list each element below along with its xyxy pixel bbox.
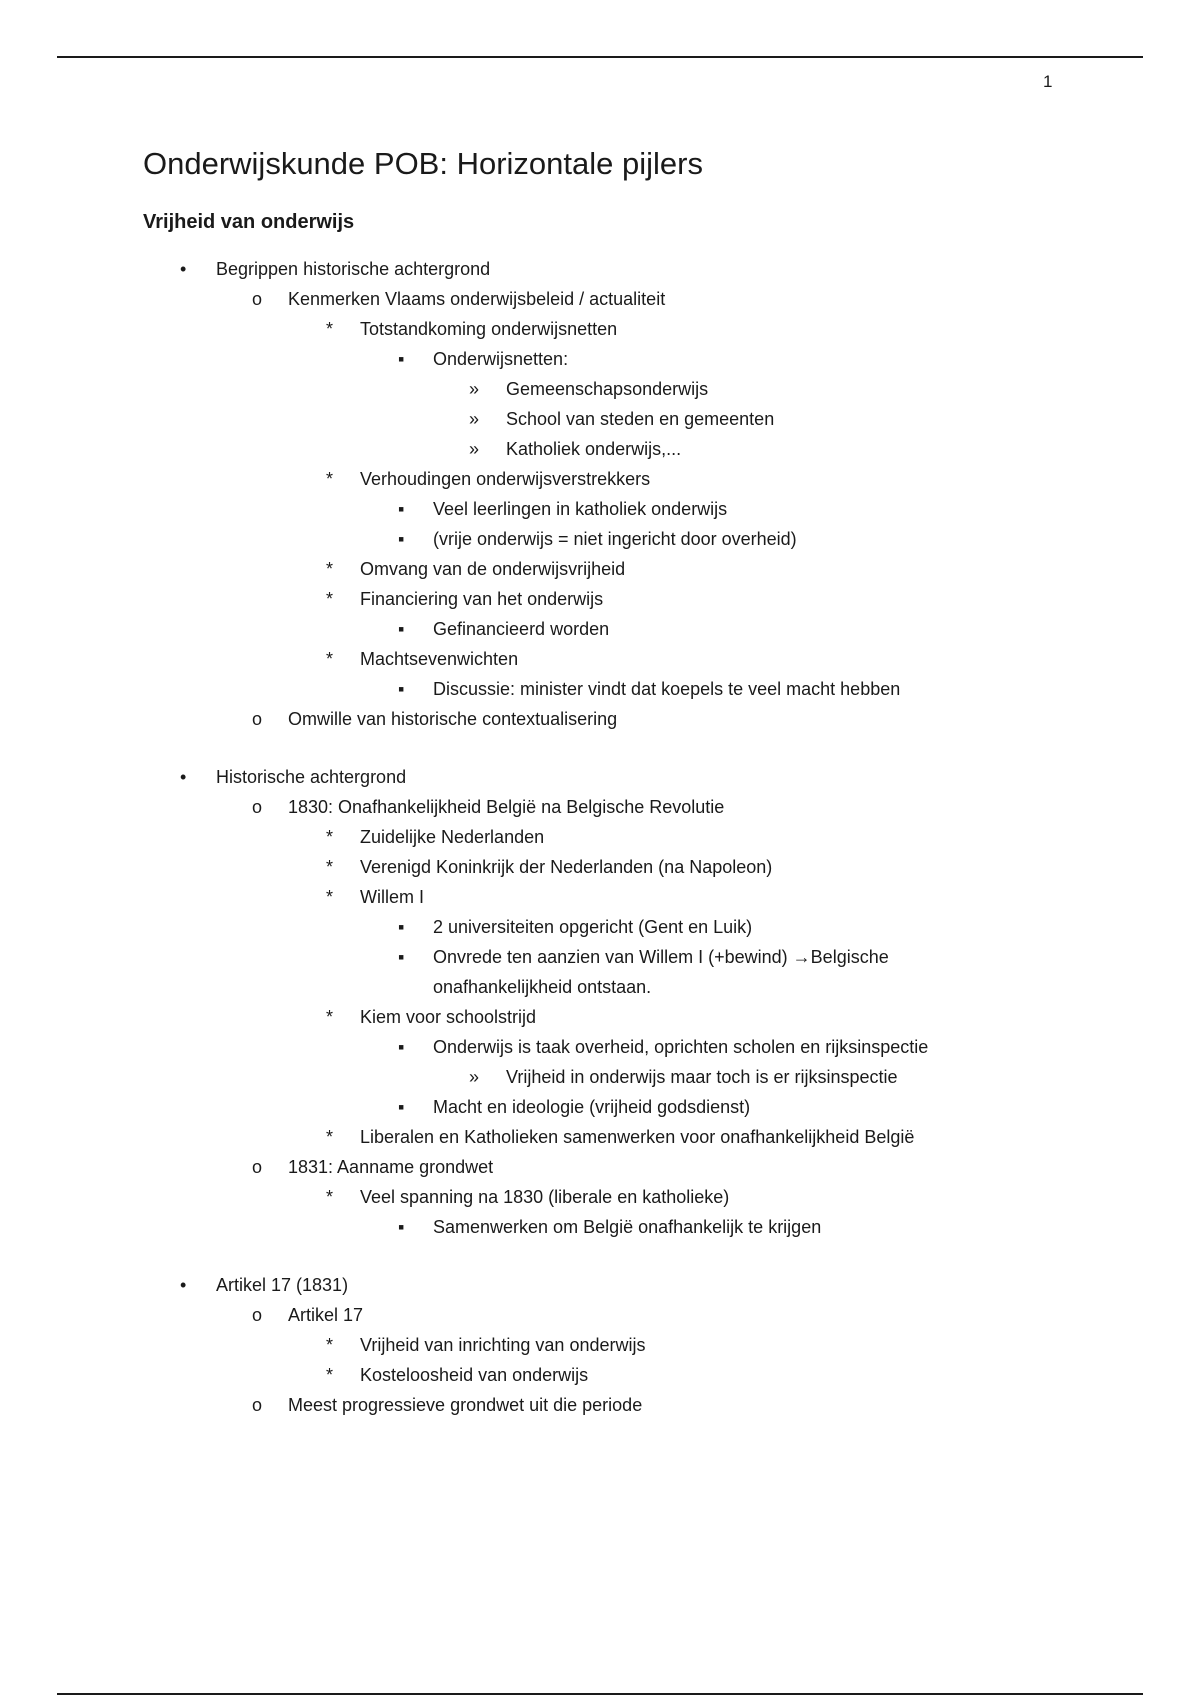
bullet-marker-icon: •: [180, 259, 187, 279]
bullet-marker-icon: *: [326, 649, 334, 669]
outline-item-text: Vrijheid in onderwijs maar toch is er rijksinspectie: [506, 1067, 898, 1087]
bullet-marker-icon: o: [252, 1395, 263, 1415]
outline-item-text: Onvrede ten aanzien van Willem I (+bewind) →Belgische onafhankelijkheid ontstaan.: [433, 947, 889, 997]
outline-item-text: Katholiek onderwijs,...: [506, 439, 682, 459]
bullet-marker-icon: ▪: [398, 679, 405, 699]
outline-item-text: Veel spanning na 1830 (liberale en katholieke): [360, 1187, 730, 1207]
bullet-marker-icon: *: [326, 887, 334, 907]
outline-item-text: Begrippen historische achtergrond: [216, 259, 491, 279]
outline-item-level-1: [0, 762, 1200, 792]
outline-item-level-3: [0, 1330, 1200, 1360]
bullet-marker-icon: ▪: [398, 499, 405, 519]
outline-item-level-5: [0, 374, 1200, 404]
outline-item-text: Zuidelijke Nederlanden: [360, 827, 545, 847]
outline-item-text: Liberalen en Katholieken samenwerken voor onafhankelijkheid België: [360, 1127, 915, 1147]
outline-item-level-3: [0, 822, 1200, 852]
outline-item-text: 1831: Aanname grondwet: [288, 1157, 494, 1177]
outline-item-level-4: [0, 942, 1200, 1002]
outline-item-level-3: [0, 464, 1200, 494]
outline-item-text: Vrijheid van inrichting van onderwijs: [360, 1335, 646, 1355]
outline-item-text: 1830: Onafhankelijkheid België na Belgische Revolutie: [288, 797, 725, 817]
bullet-marker-icon: »: [469, 379, 480, 399]
outline-item-text: Machtsevenwichten: [360, 649, 519, 669]
outline-item-text: Willem I: [360, 887, 424, 907]
bullet-marker-icon: *: [326, 559, 334, 579]
outline-item-text: Omvang van de onderwijsvrijheid: [360, 559, 626, 579]
outline-item-level-3: [0, 1182, 1200, 1212]
outline-item-level-3: [0, 554, 1200, 584]
bullet-marker-icon: ▪: [398, 917, 405, 937]
outline-item-text: Verhoudingen onderwijsverstrekkers: [360, 469, 651, 489]
bullet-marker-icon: o: [252, 289, 263, 309]
outline-item-level-4: [0, 1032, 1200, 1062]
outline-item-text: Omwille van historische contextualisering: [288, 709, 618, 729]
outline-list: [0, 254, 1200, 1420]
outline-item-level-3: [0, 852, 1200, 882]
outline-item-text: Financiering van het onderwijs: [360, 589, 604, 609]
page-title: Onderwijskunde POB: Horizontale pijlers: [143, 146, 703, 181]
bullet-marker-icon: »: [469, 1067, 480, 1087]
outline-item-level-3: [0, 584, 1200, 614]
bullet-marker-icon: *: [326, 1007, 334, 1027]
outline-item-level-2: [0, 704, 1200, 734]
outline-item-level-5: [0, 404, 1200, 434]
outline-item-text: Historische achtergrond: [216, 767, 407, 787]
section-heading: Vrijheid van onderwijs: [143, 211, 355, 233]
outline-item-text: Kenmerken Vlaams onderwijsbeleid / actualiteit: [288, 289, 666, 309]
bullet-marker-icon: *: [326, 589, 334, 609]
outline-item-text: 2 universiteiten opgericht (Gent en Luik): [433, 917, 753, 937]
outline-item-text: Kiem voor schoolstrijd: [360, 1007, 537, 1027]
outline-item-level-2: [0, 284, 1200, 314]
bullet-marker-icon: o: [252, 1305, 263, 1325]
bullet-marker-icon: *: [326, 1365, 334, 1385]
outline-item-level-1: [0, 254, 1200, 284]
outline-item-text: Discussie: minister vindt dat koepels te veel macht hebben: [433, 679, 901, 699]
bullet-marker-icon: *: [326, 827, 334, 847]
bullet-marker-icon: *: [326, 1187, 334, 1207]
bullet-marker-icon: *: [326, 469, 334, 489]
outline-item-text: Meest progressieve grondwet uit die periode: [288, 1395, 643, 1415]
bullet-marker-icon: ▪: [398, 1037, 405, 1057]
outline-item-level-2: [0, 1300, 1200, 1330]
page-number: 1: [1043, 72, 1053, 91]
outline-item-text: Verenigd Koninkrijk der Nederlanden (na Napoleon): [360, 857, 773, 877]
outline-item-text: Samenwerken om België onafhankelijk te krijgen: [433, 1217, 822, 1237]
outline-item-level-4: [0, 614, 1200, 644]
bullet-marker-icon: o: [252, 797, 263, 817]
bullet-marker-icon: ▪: [398, 1097, 405, 1117]
outline-item-level-3: [0, 1002, 1200, 1032]
footer-rule: [57, 1693, 1143, 1695]
outline-item-level-4: [0, 1212, 1200, 1242]
outline-item-level-2: [0, 792, 1200, 822]
outline-item-text: Artikel 17 (1831): [216, 1275, 349, 1295]
bullet-marker-icon: ▪: [398, 947, 405, 967]
outline-item-text: Onderwijsnetten:: [433, 349, 569, 369]
outline-item-text: School van steden en gemeenten: [506, 409, 775, 429]
outline-item-level-3: [0, 882, 1200, 912]
bullet-marker-icon: *: [326, 319, 334, 339]
bullet-marker-icon: ▪: [398, 529, 405, 549]
outline-item-text: Totstandkoming onderwijsnetten: [360, 319, 618, 339]
bullet-marker-icon: »: [469, 409, 480, 429]
outline-item-text: Veel leerlingen in katholiek onderwijs: [433, 499, 728, 519]
outline-item-text: Gemeenschapsonderwijs: [506, 379, 709, 399]
bullet-marker-icon: »: [469, 439, 480, 459]
bullet-marker-icon: *: [326, 1335, 334, 1355]
outline-item-level-3: [0, 314, 1200, 344]
outline-item-text: Macht en ideologie (vrijheid godsdienst): [433, 1097, 751, 1117]
bullet-marker-icon: •: [180, 767, 187, 787]
outline-item-level-2: [0, 1390, 1200, 1420]
bullet-marker-icon: ▪: [398, 1217, 405, 1237]
header-rule: [57, 56, 1143, 58]
outline-item-text: Artikel 17: [288, 1305, 364, 1325]
bullet-marker-icon: ▪: [398, 619, 405, 639]
bullet-marker-icon: o: [252, 1157, 263, 1177]
bullet-marker-icon: o: [252, 709, 263, 729]
bullet-marker-icon: •: [180, 1275, 187, 1295]
outline-item-level-3: [0, 644, 1200, 674]
outline-item-level-4: [0, 494, 1200, 524]
outline-item-level-3: [0, 1360, 1200, 1390]
bullet-marker-icon: ▪: [398, 349, 405, 369]
outline-item-level-4: [0, 344, 1200, 374]
outline-item-text: Kosteloosheid van onderwijs: [360, 1365, 589, 1385]
outline-item-level-1: [0, 1270, 1200, 1300]
outline-item-level-4: [0, 912, 1200, 942]
outline-item-level-2: [0, 1152, 1200, 1182]
outline-item-text: Gefinancieerd worden: [433, 619, 610, 639]
outline-item-level-5: [0, 434, 1200, 464]
outline-item-level-4: [0, 524, 1200, 554]
outline-item-text: (vrije onderwijs = niet ingericht door overheid): [433, 529, 797, 549]
outline-item-level-4: [0, 1092, 1200, 1122]
bullet-marker-icon: *: [326, 857, 334, 877]
outline-item-level-3: [0, 1122, 1200, 1152]
outline-item-level-5: [0, 1062, 1200, 1092]
bullet-marker-icon: *: [326, 1127, 334, 1147]
outline-item-text: Onderwijs is taak overheid, oprichten scholen en rijksinspectie: [433, 1037, 929, 1057]
outline-item-level-4: [0, 674, 1200, 704]
